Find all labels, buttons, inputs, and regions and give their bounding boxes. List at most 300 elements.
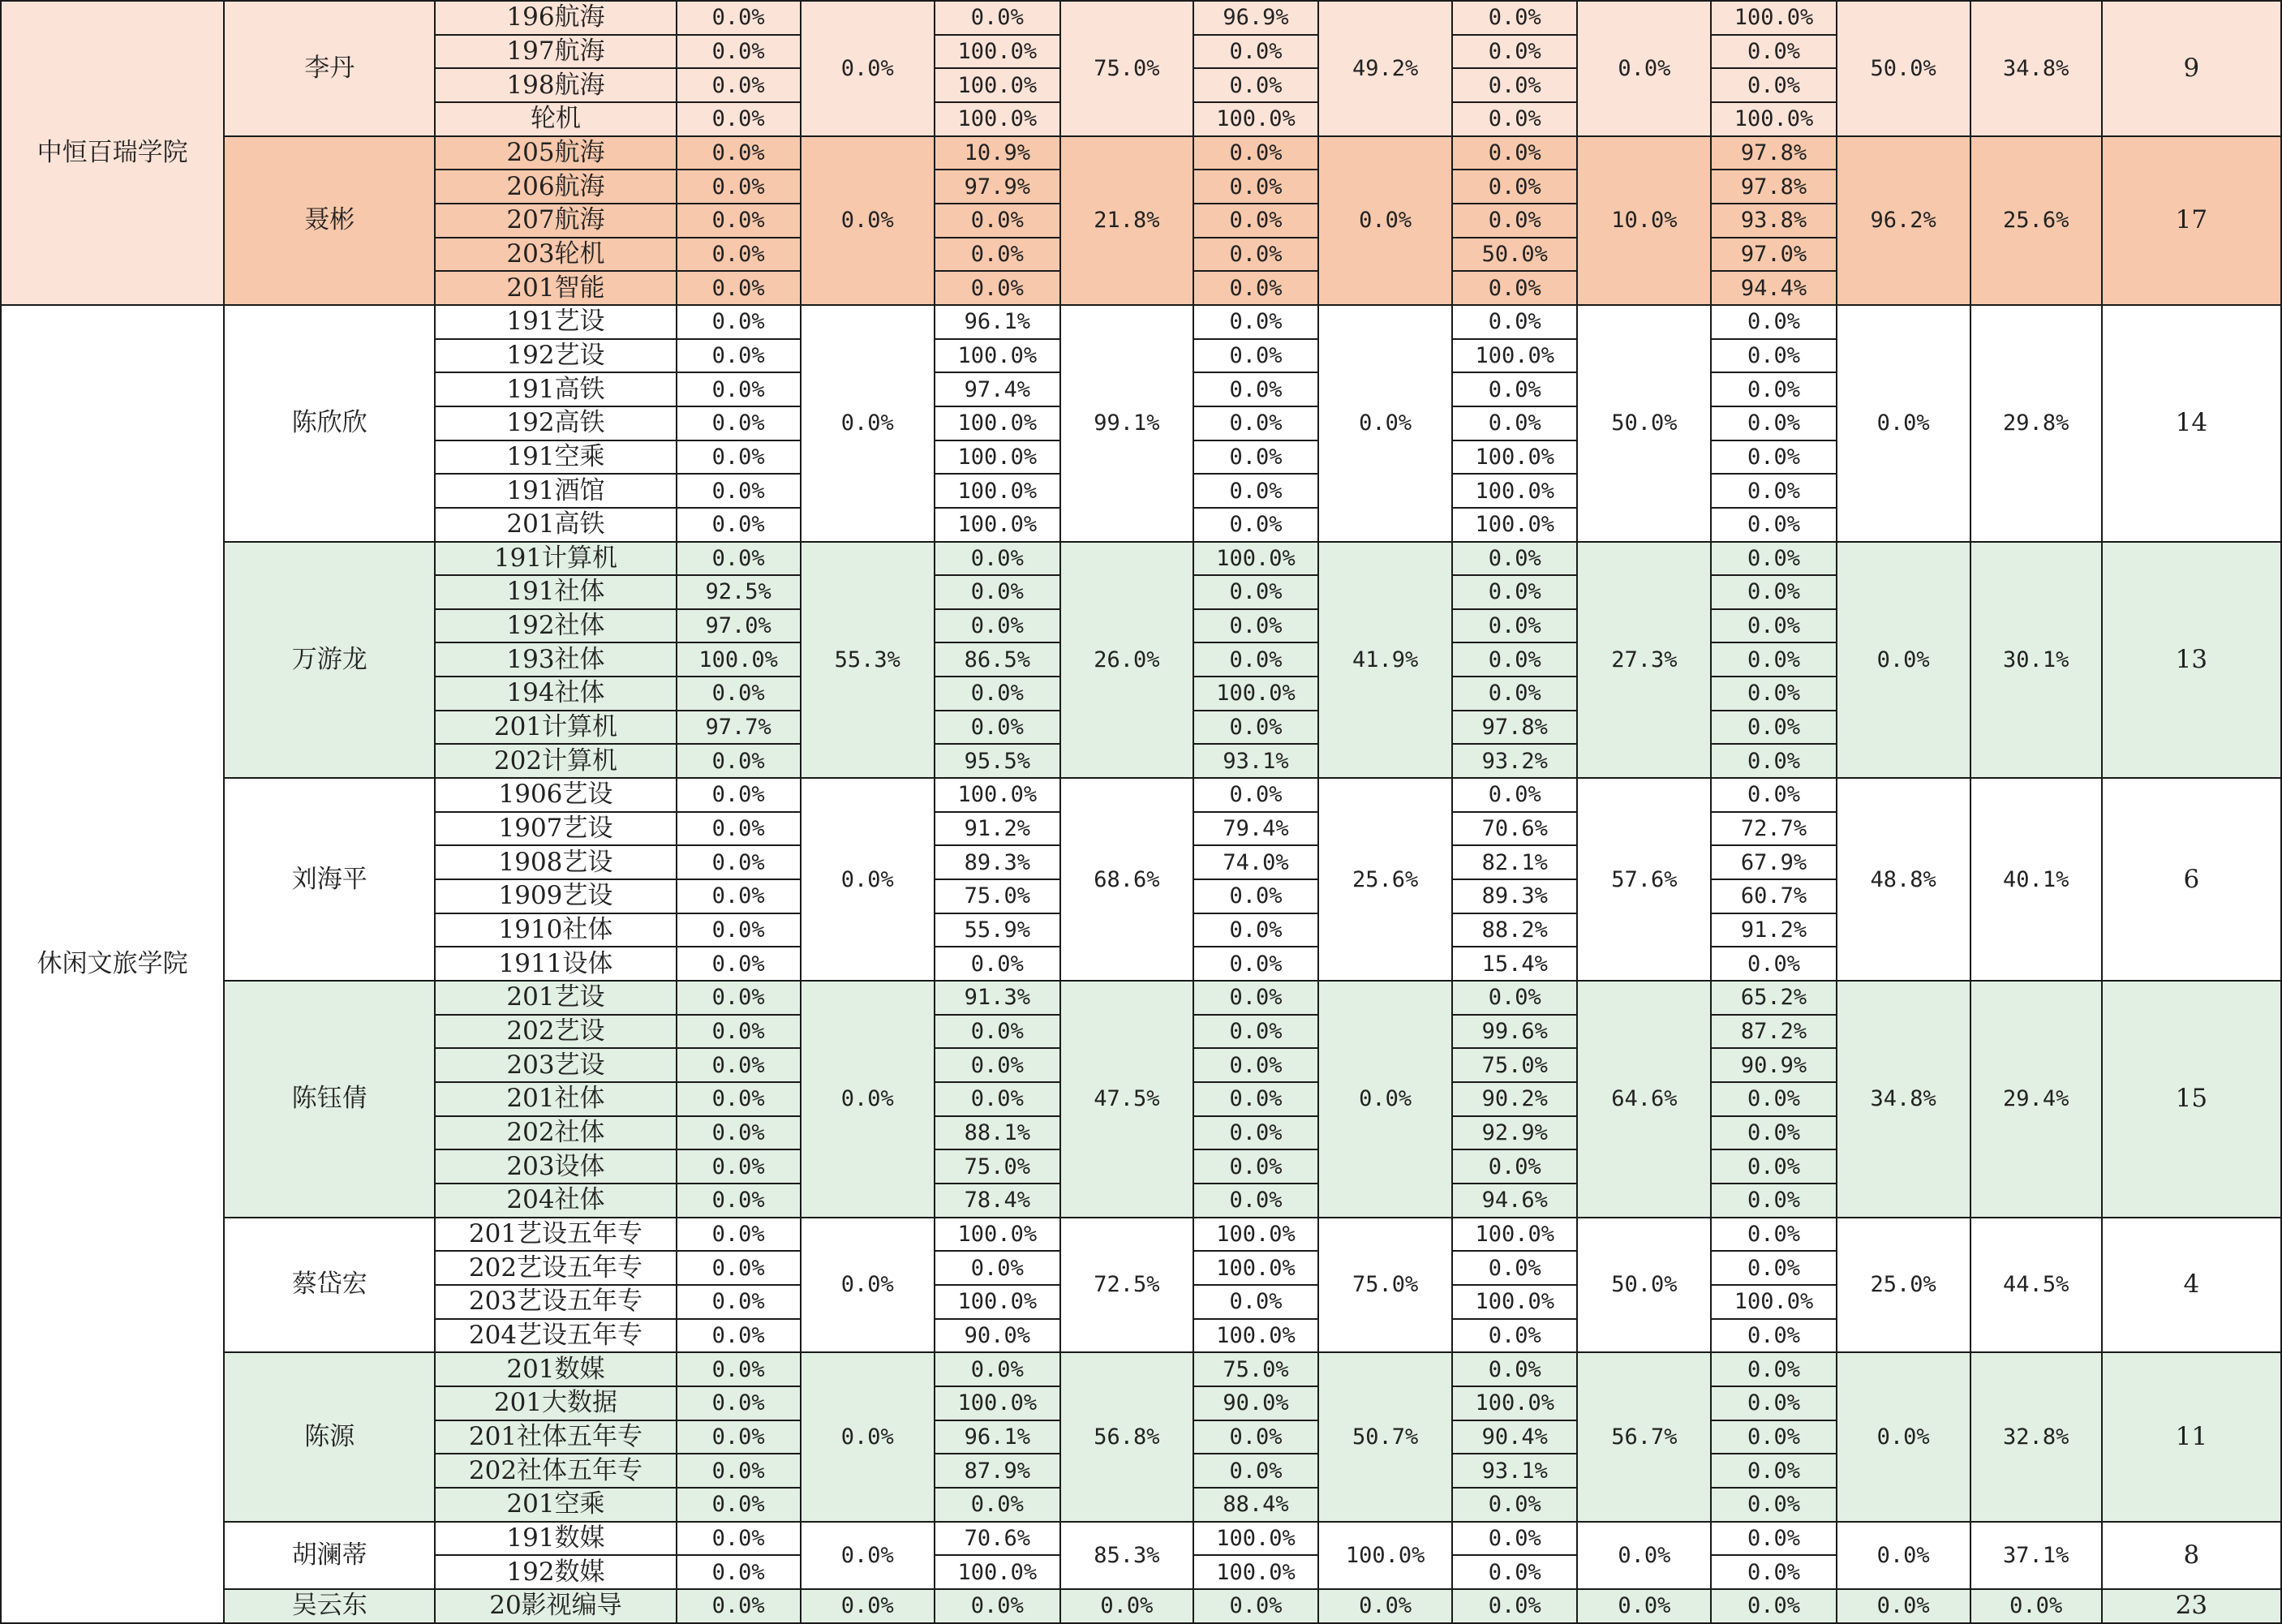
class-rate-2: 100.0% [935, 406, 1060, 440]
teacher-rate-2: 72.5% [1060, 1218, 1193, 1353]
class-name: 205航海 [435, 136, 676, 170]
class-rate-1: 0.0% [677, 170, 801, 204]
class-rate-1: 0.0% [677, 1184, 801, 1218]
class-rate-5: 0.0% [1711, 372, 1836, 406]
class-rate-1: 0.0% [677, 474, 801, 508]
class-rate-3: 100.0% [1193, 102, 1318, 136]
class-rate-1: 0.0% [677, 778, 801, 812]
class-rate-2: 100.0% [935, 1285, 1060, 1319]
class-rate-4: 92.9% [1452, 1116, 1577, 1150]
class-rate-4: 100.0% [1452, 474, 1577, 508]
class-rate-4: 93.2% [1452, 744, 1577, 778]
class-rate-2: 87.9% [935, 1454, 1060, 1488]
class-name: 192社体 [435, 609, 676, 643]
class-rate-1: 0.0% [677, 981, 801, 1015]
class-rate-1: 0.0% [677, 1251, 801, 1285]
class-rate-2: 100.0% [935, 508, 1060, 542]
table-row [1, 542, 2281, 576]
teacher-name: 李丹 [224, 1, 435, 136]
teacher-rate-2: 21.8% [1060, 136, 1193, 305]
class-name: 201艺设五年专 [435, 1218, 676, 1252]
class-rate-2: 0.0% [935, 677, 1060, 711]
class-rate-3: 100.0% [1193, 677, 1318, 711]
class-rate-3: 0.0% [1193, 642, 1318, 677]
class-rate-4: 0.0% [1452, 1251, 1577, 1285]
class-rate-5: 0.0% [1711, 1420, 1836, 1454]
class-rate-4: 0.0% [1452, 778, 1577, 812]
teacher-name: 陈欣欣 [224, 305, 435, 542]
class-rate-2: 100.0% [935, 339, 1060, 373]
teacher-rate-2: 47.5% [1060, 981, 1193, 1218]
class-name: 201社体 [435, 1082, 676, 1116]
class-rate-5: 93.8% [1711, 204, 1836, 238]
class-rate-3: 0.0% [1193, 35, 1318, 69]
class-rate-4: 90.2% [1452, 1082, 1577, 1116]
class-rate-3: 88.4% [1193, 1488, 1318, 1522]
class-rate-5: 0.0% [1711, 1251, 1836, 1285]
class-name: 1906艺设 [435, 778, 676, 812]
class-rate-1: 0.0% [677, 1555, 801, 1589]
class-rate-3: 0.0% [1193, 1420, 1318, 1454]
class-name: 204社体 [435, 1184, 676, 1218]
teacher-rate-3: 25.6% [1318, 778, 1452, 981]
teacher-rate-4: 57.6% [1577, 778, 1711, 981]
teacher-rate-1: 0.0% [801, 1218, 935, 1353]
class-rate-3: 0.0% [1193, 406, 1318, 440]
class-rate-5: 0.0% [1711, 1555, 1836, 1589]
class-rate-4: 50.0% [1452, 238, 1577, 272]
class-rate-3: 0.0% [1193, 1082, 1318, 1116]
class-rate-3: 100.0% [1193, 1218, 1318, 1252]
class-rate-2: 100.0% [935, 1555, 1060, 1589]
class-name: 201高铁 [435, 508, 676, 542]
class-rate-5: 0.0% [1711, 947, 1836, 981]
class-rate-1: 0.0% [677, 947, 801, 981]
table-row [1, 1589, 2281, 1623]
class-rate-2: 0.0% [935, 575, 1060, 609]
class-rate-3: 0.0% [1193, 947, 1318, 981]
class-rate-2: 96.1% [935, 305, 1060, 339]
teacher-rate-2: 26.0% [1060, 542, 1193, 779]
class-rate-1: 0.0% [677, 102, 801, 136]
class-name: 197航海 [435, 35, 676, 69]
class-rate-4: 0.0% [1452, 542, 1577, 576]
teacher-rank: 9 [2102, 1, 2281, 136]
class-rate-3: 0.0% [1193, 1184, 1318, 1218]
teacher-name: 刘海平 [224, 778, 435, 981]
class-rate-2: 100.0% [935, 68, 1060, 102]
teacher-total: 32.8% [1970, 1352, 2102, 1521]
teacher-rate-3: 41.9% [1318, 542, 1452, 779]
class-name: 201智能 [435, 271, 676, 305]
class-rate-3: 0.0% [1193, 575, 1318, 609]
teacher-rate-4: 56.7% [1577, 1352, 1711, 1521]
class-rate-1: 0.0% [677, 1589, 801, 1623]
class-rate-1: 0.0% [677, 1048, 801, 1082]
class-rate-4: 0.0% [1452, 1319, 1577, 1353]
class-rate-2: 0.0% [935, 1589, 1060, 1623]
class-rate-4: 0.0% [1452, 1555, 1577, 1589]
class-rate-1: 0.0% [677, 271, 801, 305]
teacher-rate-3: 0.0% [1318, 1589, 1452, 1623]
class-rate-1: 0.0% [677, 1, 801, 35]
class-rate-5: 0.0% [1711, 1454, 1836, 1488]
class-rate-5: 0.0% [1711, 744, 1836, 778]
class-rate-2: 55.9% [935, 913, 1060, 947]
class-name: 201空乘 [435, 1488, 676, 1522]
class-rate-4: 88.2% [1452, 913, 1577, 947]
class-name: 201大数据 [435, 1386, 676, 1420]
class-rate-4: 100.0% [1452, 339, 1577, 373]
class-rate-5: 97.8% [1711, 136, 1836, 170]
class-rate-4: 0.0% [1452, 68, 1577, 102]
class-rate-4: 70.6% [1452, 812, 1577, 846]
class-rate-2: 100.0% [935, 102, 1060, 136]
class-name: 191社体 [435, 575, 676, 609]
class-name: 20影视编导 [435, 1589, 676, 1623]
teacher-name: 陈钰倩 [224, 981, 435, 1218]
class-rate-5: 0.0% [1711, 1184, 1836, 1218]
class-rate-4: 0.0% [1452, 1589, 1577, 1623]
class-name: 201数媒 [435, 1352, 676, 1386]
class-rate-5: 87.2% [1711, 1015, 1836, 1049]
class-rate-1: 0.0% [677, 508, 801, 542]
class-name: 192艺设 [435, 339, 676, 373]
class-rate-5: 97.0% [1711, 238, 1836, 272]
class-name: 191艺设 [435, 305, 676, 339]
teacher-rate-4: 27.3% [1577, 542, 1711, 779]
class-rate-5: 97.8% [1711, 170, 1836, 204]
class-rate-3: 0.0% [1193, 1015, 1318, 1049]
teacher-rank: 6 [2102, 778, 2281, 981]
class-rate-4: 0.0% [1452, 1352, 1577, 1386]
class-name: 191高铁 [435, 372, 676, 406]
class-rate-1: 0.0% [677, 812, 801, 846]
class-rate-5: 0.0% [1711, 1319, 1836, 1353]
class-rate-4: 0.0% [1452, 1522, 1577, 1556]
class-rate-3: 0.0% [1193, 913, 1318, 947]
class-rate-1: 0.0% [677, 1285, 801, 1319]
class-name: 1909艺设 [435, 879, 676, 913]
class-rate-1: 0.0% [677, 1149, 801, 1184]
teacher-rank: 15 [2102, 981, 2281, 1218]
class-rate-1: 0.0% [677, 913, 801, 947]
class-name: 191酒馆 [435, 474, 676, 508]
teacher-rank: 11 [2102, 1352, 2281, 1521]
class-name: 203设体 [435, 1149, 676, 1184]
table-row [1, 1522, 2281, 1556]
class-rate-3: 93.1% [1193, 744, 1318, 778]
teacher-rate-1: 0.0% [801, 305, 935, 542]
teacher-total: 37.1% [1970, 1522, 2102, 1589]
class-rate-5: 0.0% [1711, 1589, 1836, 1623]
class-rate-1: 0.0% [677, 35, 801, 69]
table-row [1, 778, 2281, 812]
class-rate-2: 10.9% [935, 136, 1060, 170]
teacher-rate-3: 50.7% [1318, 1352, 1452, 1521]
class-rate-1: 0.0% [677, 677, 801, 711]
class-rate-3: 0.0% [1193, 1116, 1318, 1150]
class-rate-1: 0.0% [677, 1218, 801, 1252]
class-rate-1: 0.0% [677, 879, 801, 913]
class-name: 203轮机 [435, 238, 676, 272]
class-rate-3: 100.0% [1193, 1319, 1318, 1353]
class-name: 202艺设五年专 [435, 1251, 676, 1285]
class-rate-3: 79.4% [1193, 812, 1318, 846]
class-rate-2: 0.0% [935, 271, 1060, 305]
class-rate-4: 0.0% [1452, 642, 1577, 677]
class-rate-5: 0.0% [1711, 1116, 1836, 1150]
class-rate-2: 0.0% [935, 542, 1060, 576]
class-rate-4: 0.0% [1452, 170, 1577, 204]
class-rate-4: 0.0% [1452, 102, 1577, 136]
teacher-total: 25.6% [1970, 136, 2102, 305]
class-rate-3: 0.0% [1193, 1589, 1318, 1623]
teacher-rate-5: 48.8% [1837, 778, 1970, 981]
class-name: 192数媒 [435, 1555, 676, 1589]
class-rate-5: 100.0% [1711, 1, 1836, 35]
class-name: 191计算机 [435, 542, 676, 576]
teacher-rate-5: 0.0% [1837, 1522, 1970, 1589]
class-rate-3: 0.0% [1193, 339, 1318, 373]
class-name: 201艺设 [435, 981, 676, 1015]
teacher-rate-4: 50.0% [1577, 1218, 1711, 1353]
class-rate-4: 93.1% [1452, 1454, 1577, 1488]
table-row [1, 1352, 2281, 1386]
class-rate-1: 0.0% [677, 1454, 801, 1488]
class-rate-3: 0.0% [1193, 1285, 1318, 1319]
class-rate-2: 0.0% [935, 204, 1060, 238]
teacher-rank: 17 [2102, 136, 2281, 305]
class-name: 192高铁 [435, 406, 676, 440]
class-name: 202社体 [435, 1116, 676, 1150]
class-rate-3: 0.0% [1193, 204, 1318, 238]
class-rate-3: 0.0% [1193, 1454, 1318, 1488]
class-rate-2: 0.0% [935, 1015, 1060, 1049]
teacher-rate-3: 100.0% [1318, 1522, 1452, 1589]
teacher-rate-5: 0.0% [1837, 542, 1970, 779]
class-rate-4: 75.0% [1452, 1048, 1577, 1082]
teacher-rate-5: 50.0% [1837, 1, 1970, 136]
class-rate-2: 86.5% [935, 642, 1060, 677]
class-rate-4: 0.0% [1452, 575, 1577, 609]
class-rate-1: 0.0% [677, 1015, 801, 1049]
class-rate-2: 0.0% [935, 1, 1060, 35]
class-rate-4: 0.0% [1452, 35, 1577, 69]
teacher-rate-1: 55.3% [801, 542, 935, 779]
class-name: 1907艺设 [435, 812, 676, 846]
teacher-total: 44.5% [1970, 1218, 2102, 1353]
class-rate-3: 0.0% [1193, 981, 1318, 1015]
class-rate-1: 92.5% [677, 575, 801, 609]
class-rate-3: 0.0% [1193, 1149, 1318, 1184]
teacher-rate-5: 96.2% [1837, 136, 1970, 305]
class-rate-2: 100.0% [935, 778, 1060, 812]
class-rate-5: 0.0% [1711, 609, 1836, 643]
class-name: 201社体五年专 [435, 1420, 676, 1454]
teacher-rate-5: 0.0% [1837, 1352, 1970, 1521]
class-rate-2: 75.0% [935, 879, 1060, 913]
class-rate-5: 0.0% [1711, 1522, 1836, 1556]
class-rate-5: 0.0% [1711, 1352, 1836, 1386]
class-name: 1908艺设 [435, 845, 676, 879]
class-rate-2: 0.0% [935, 1352, 1060, 1386]
teacher-rate-4: 0.0% [1577, 1522, 1711, 1589]
class-rate-4: 89.3% [1452, 879, 1577, 913]
class-rate-2: 95.5% [935, 744, 1060, 778]
class-rate-2: 97.9% [935, 170, 1060, 204]
table-row [1, 1, 2281, 35]
class-rate-3: 0.0% [1193, 136, 1318, 170]
class-rate-2: 0.0% [935, 1488, 1060, 1522]
class-rate-5: 0.0% [1711, 542, 1836, 576]
class-rate-1: 0.0% [677, 238, 801, 272]
class-rate-3: 90.0% [1193, 1386, 1318, 1420]
class-rate-4: 100.0% [1452, 508, 1577, 542]
class-rate-1: 0.0% [677, 305, 801, 339]
class-rate-5: 94.4% [1711, 271, 1836, 305]
class-name: 204艺设五年专 [435, 1319, 676, 1353]
class-rate-1: 0.0% [677, 136, 801, 170]
table-row [1, 1218, 2281, 1252]
teacher-name: 聂彬 [224, 136, 435, 305]
class-rate-2: 0.0% [935, 1082, 1060, 1116]
class-rate-2: 100.0% [935, 35, 1060, 69]
teacher-rate-4: 0.0% [1577, 1, 1711, 136]
class-rate-1: 0.0% [677, 1386, 801, 1420]
teacher-rate-3: 0.0% [1318, 305, 1452, 542]
class-rate-5: 0.0% [1711, 1488, 1836, 1522]
class-rate-1: 97.7% [677, 711, 801, 745]
teacher-name: 陈源 [224, 1352, 435, 1521]
teacher-rate-2: 85.3% [1060, 1522, 1193, 1589]
class-rate-3: 0.0% [1193, 778, 1318, 812]
class-name: 191空乘 [435, 440, 676, 475]
college-name: 休闲文旅学院 [1, 305, 224, 1623]
class-rate-2: 90.0% [935, 1319, 1060, 1353]
class-rate-2: 100.0% [935, 440, 1060, 475]
class-rate-3: 0.0% [1193, 440, 1318, 475]
teacher-total: 40.1% [1970, 778, 2102, 981]
class-rate-1: 0.0% [677, 845, 801, 879]
class-name: 193社体 [435, 642, 676, 677]
class-rate-1: 0.0% [677, 406, 801, 440]
class-rate-4: 0.0% [1452, 1488, 1577, 1522]
teacher-rate-1: 0.0% [801, 778, 935, 981]
class-rate-1: 0.0% [677, 1522, 801, 1556]
class-rate-4: 0.0% [1452, 981, 1577, 1015]
class-rate-5: 100.0% [1711, 102, 1836, 136]
class-rate-3: 0.0% [1193, 609, 1318, 643]
class-name: 194社体 [435, 677, 676, 711]
class-rate-2: 70.6% [935, 1522, 1060, 1556]
teacher-rank: 14 [2102, 305, 2281, 542]
class-rate-2: 0.0% [935, 947, 1060, 981]
class-rate-2: 0.0% [935, 238, 1060, 272]
class-rate-2: 89.3% [935, 845, 1060, 879]
class-rate-5: 0.0% [1711, 642, 1836, 677]
class-rate-5: 0.0% [1711, 305, 1836, 339]
class-name: 203艺设 [435, 1048, 676, 1082]
teacher-rate-3: 49.2% [1318, 1, 1452, 136]
teacher-rate-2: 68.6% [1060, 778, 1193, 981]
class-rate-5: 100.0% [1711, 1285, 1836, 1319]
class-rate-5: 0.0% [1711, 440, 1836, 475]
teacher-rate-4: 10.0% [1577, 136, 1711, 305]
teacher-total: 30.1% [1970, 542, 2102, 779]
class-rate-2: 0.0% [935, 609, 1060, 643]
class-rate-2: 100.0% [935, 474, 1060, 508]
class-name: 202艺设 [435, 1015, 676, 1049]
teacher-name: 万游龙 [224, 542, 435, 779]
class-rate-4: 99.6% [1452, 1015, 1577, 1049]
teacher-rate-1: 0.0% [801, 136, 935, 305]
class-name: 196航海 [435, 1, 676, 35]
class-rate-3: 100.0% [1193, 1555, 1318, 1589]
class-rate-4: 0.0% [1452, 204, 1577, 238]
class-rate-3: 0.0% [1193, 238, 1318, 272]
class-name: 207航海 [435, 204, 676, 238]
class-rate-5: 65.2% [1711, 981, 1836, 1015]
class-rate-2: 97.4% [935, 372, 1060, 406]
class-rate-5: 0.0% [1711, 68, 1836, 102]
class-rate-5: 0.0% [1711, 1082, 1836, 1116]
class-rate-4: 100.0% [1452, 440, 1577, 475]
class-rate-5: 0.0% [1711, 35, 1836, 69]
class-rate-5: 0.0% [1711, 508, 1836, 542]
teacher-rank: 4 [2102, 1218, 2281, 1353]
teacher-rate-3: 0.0% [1318, 136, 1452, 305]
teacher-rate-2: 56.8% [1060, 1352, 1193, 1521]
class-rate-5: 67.9% [1711, 845, 1836, 879]
class-rate-5: 90.9% [1711, 1048, 1836, 1082]
class-rate-1: 0.0% [677, 339, 801, 373]
class-name: 198航海 [435, 68, 676, 102]
teacher-rate-1: 0.0% [801, 1522, 935, 1589]
teacher-name: 胡澜蒂 [224, 1522, 435, 1589]
teacher-rate-2: 75.0% [1060, 1, 1193, 136]
class-rate-1: 0.0% [677, 372, 801, 406]
class-rate-2: 0.0% [935, 1048, 1060, 1082]
class-rate-3: 0.0% [1193, 474, 1318, 508]
class-rate-3: 75.0% [1193, 1352, 1318, 1386]
class-rate-4: 0.0% [1452, 1, 1577, 35]
class-rate-5: 0.0% [1711, 711, 1836, 745]
class-rate-2: 75.0% [935, 1149, 1060, 1184]
class-rate-4: 0.0% [1452, 677, 1577, 711]
class-rate-1: 0.0% [677, 1420, 801, 1454]
class-rate-5: 0.0% [1711, 778, 1836, 812]
teacher-rate-2: 0.0% [1060, 1589, 1193, 1623]
class-name: 203艺设五年专 [435, 1285, 676, 1319]
class-rate-3: 0.0% [1193, 305, 1318, 339]
class-rate-3: 0.0% [1193, 372, 1318, 406]
class-rate-1: 0.0% [677, 204, 801, 238]
class-rate-4: 0.0% [1452, 1149, 1577, 1184]
class-rate-3: 0.0% [1193, 879, 1318, 913]
class-rate-3: 100.0% [1193, 1251, 1318, 1285]
teacher-rate-5: 34.8% [1837, 981, 1970, 1218]
teacher-rate-3: 75.0% [1318, 1218, 1452, 1353]
class-rate-4: 90.4% [1452, 1420, 1577, 1454]
class-rate-4: 97.8% [1452, 711, 1577, 745]
teacher-name: 吴云东 [224, 1589, 435, 1623]
class-rate-1: 0.0% [677, 542, 801, 576]
teacher-rate-5: 25.0% [1837, 1218, 1970, 1353]
class-rate-4: 0.0% [1452, 609, 1577, 643]
class-rate-3: 100.0% [1193, 542, 1318, 576]
class-rate-3: 0.0% [1193, 68, 1318, 102]
